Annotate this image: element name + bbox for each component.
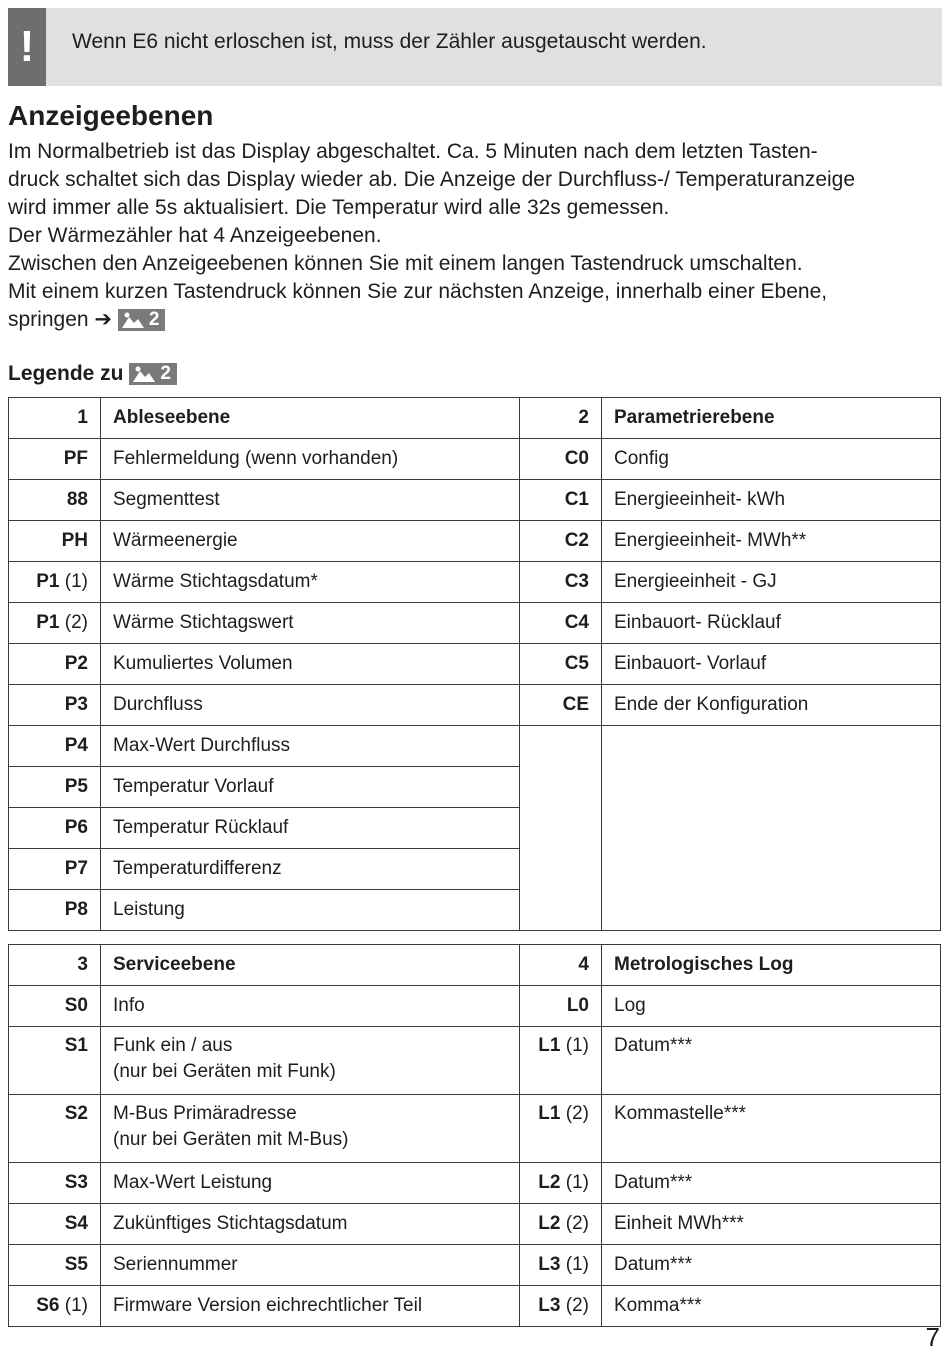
display-code	[520, 480, 602, 521]
level-title: Metrologisches Log	[602, 945, 941, 986]
intro-line: Mit einem kurzen Tastendruck können Sie zur nächsten Anzeige, innerhalb einer Ebene,	[8, 280, 828, 303]
image-icon	[121, 311, 145, 329]
display-description: Energieeinheit- MWh**	[602, 521, 941, 562]
level-title: Ableseebene	[101, 398, 520, 439]
code-value: L2	[538, 1213, 561, 1234]
display-code	[9, 1204, 101, 1245]
display-description: Einbauort- Vorlauf	[602, 644, 941, 685]
table-header-row	[9, 398, 941, 439]
display-code	[9, 439, 101, 480]
display-code	[520, 1027, 602, 1095]
intro-line: druck schaltet sich das Display wieder ab. Die Anzeige der Durchfluss-/ Temperaturanzeige	[8, 168, 856, 191]
display-code	[9, 1286, 101, 1327]
description-line: Firmware Version eichrechtlicher Teil	[113, 1295, 423, 1316]
display-code	[520, 1204, 602, 1245]
code-value: P1	[36, 612, 60, 633]
figure-number: 2	[148, 309, 160, 330]
table-row	[9, 1027, 941, 1095]
display-code	[520, 603, 602, 644]
arrow-right-icon: ➔	[94, 308, 113, 331]
display-code	[520, 1163, 602, 1204]
code-value: C5	[564, 653, 589, 674]
display-code	[520, 1286, 602, 1327]
description-line: Funk ein / aus	[113, 1035, 233, 1056]
display-description: Einbauort- Rücklauf	[602, 603, 941, 644]
figure-reference	[129, 363, 177, 385]
display-description: Datum***	[602, 1245, 941, 1286]
display-description	[101, 1286, 520, 1327]
description-line: M-Bus Primäradresse	[113, 1103, 297, 1124]
display-description: Kumuliertes Volumen	[101, 644, 520, 685]
section-title: Anzeigeebenen	[8, 100, 214, 131]
code-value: PF	[63, 448, 88, 469]
code-value: P5	[64, 776, 88, 797]
code-value: S4	[64, 1213, 88, 1234]
code-value: P1	[36, 571, 60, 592]
intro-line: Der Wärmezähler hat 4 Anzeigeebenen.	[8, 224, 382, 247]
display-description: Temperatur Rücklauf	[101, 808, 520, 849]
display-description: Kommastelle***	[602, 1095, 941, 1163]
description-line: Info	[113, 995, 145, 1016]
display-code	[9, 685, 101, 726]
code-value: CE	[562, 694, 589, 715]
level-number: 3	[9, 945, 101, 986]
intro-line: wird immer alle 5s aktualisiert. Die Temperatur wird alle 32s gemessen.	[8, 196, 670, 219]
code-value: C4	[564, 612, 589, 633]
intro-line: Im Normalbetrieb ist das Display abgeschaltet. Ca. 5 Minuten nach dem letzten Tasten-	[8, 140, 818, 163]
display-code	[520, 685, 602, 726]
display-code	[520, 521, 602, 562]
notice-text: Wenn E6 nicht erloschen ist, muss der Zähler ausgetauscht werden.	[72, 30, 707, 53]
code-value: PH	[61, 530, 88, 551]
table-row	[9, 521, 941, 562]
exclamation-icon: !	[8, 8, 46, 86]
intro-line	[8, 306, 944, 334]
display-code	[520, 1095, 602, 1163]
code-value: L0	[566, 995, 589, 1016]
table-row	[9, 562, 941, 603]
display-description: Datum***	[602, 1163, 941, 1204]
display-description: Temperatur Vorlauf	[101, 767, 520, 808]
code-value: P4	[64, 735, 88, 756]
code-value: S6	[36, 1295, 60, 1316]
display-code	[520, 644, 602, 685]
code-value: P2	[64, 653, 88, 674]
code-value: C2	[564, 530, 589, 551]
intro-line: Zwischen den Anzeigeebenen können Sie mit einem langen Tastendruck umschalten.	[8, 252, 803, 275]
table-row	[9, 685, 941, 726]
empty-cell	[520, 726, 602, 931]
table-row	[9, 1286, 941, 1327]
code-value: L3	[538, 1295, 561, 1316]
code-value: C3	[564, 571, 589, 592]
display-code	[520, 986, 602, 1027]
display-code	[9, 603, 101, 644]
display-code	[9, 726, 101, 767]
table-row	[9, 726, 941, 767]
code-value: 88	[66, 489, 88, 510]
display-description: Max-Wert Durchfluss	[101, 726, 520, 767]
level-number: 4	[520, 945, 602, 986]
display-levels-table-1	[8, 397, 941, 931]
display-description: Config	[602, 439, 941, 480]
display-description	[101, 1163, 520, 1204]
display-description: Datum***	[602, 1027, 941, 1095]
code-value: C0	[564, 448, 589, 469]
display-description: Einheit MWh***	[602, 1204, 941, 1245]
level-number: 1	[9, 398, 101, 439]
display-code	[9, 644, 101, 685]
display-description: Ende der Konfiguration	[602, 685, 941, 726]
display-description: Wärmeenergie	[101, 521, 520, 562]
legend-heading	[8, 362, 177, 386]
display-code	[9, 1027, 101, 1095]
display-code	[9, 808, 101, 849]
image-icon	[132, 365, 156, 383]
table-row	[9, 603, 941, 644]
display-description	[101, 986, 520, 1027]
code-value: L3	[538, 1254, 561, 1275]
display-description: Wärme Stichtagswert	[101, 603, 520, 644]
code-subindex: (2)	[565, 1295, 589, 1316]
code-value: P6	[64, 817, 88, 838]
display-description: Log	[602, 986, 941, 1027]
table-row	[9, 480, 941, 521]
display-description: Komma***	[602, 1286, 941, 1327]
table-row	[9, 1163, 941, 1204]
code-value: S2	[64, 1103, 88, 1124]
code-subindex: (1)	[565, 1172, 589, 1193]
description-line: Max-Wert Leistung	[113, 1172, 273, 1193]
code-value: P8	[64, 899, 88, 920]
display-description	[101, 1245, 520, 1286]
display-code	[9, 1163, 101, 1204]
warning-notice	[8, 8, 942, 86]
empty-cell	[602, 726, 941, 931]
display-description: Wärme Stichtagsdatum*	[101, 562, 520, 603]
code-subindex: (1)	[64, 571, 88, 592]
page-number: 7	[925, 1322, 940, 1352]
code-value: S5	[64, 1254, 88, 1275]
code-subindex: (2)	[565, 1213, 589, 1234]
display-description: Temperaturdifferenz	[101, 849, 520, 890]
display-code	[9, 986, 101, 1027]
display-code	[9, 562, 101, 603]
code-subindex: (2)	[565, 1103, 589, 1124]
figure-number: 2	[160, 363, 171, 384]
table-row	[9, 1095, 941, 1163]
code-subindex: (2)	[64, 612, 88, 633]
display-code	[9, 890, 101, 931]
display-code	[520, 439, 602, 480]
table-header-row	[9, 945, 941, 986]
display-code	[520, 1245, 602, 1286]
intro-last-text: springen	[8, 308, 89, 331]
code-subindex: (1)	[565, 1035, 589, 1056]
code-value: C1	[564, 489, 589, 510]
display-description: Durchfluss	[101, 685, 520, 726]
display-description	[101, 1095, 520, 1163]
display-description	[101, 1027, 520, 1095]
display-code	[520, 562, 602, 603]
code-value: L2	[538, 1172, 561, 1193]
table-row	[9, 1245, 941, 1286]
table-row	[9, 986, 941, 1027]
code-value: P7	[64, 858, 88, 879]
code-value: L1	[538, 1035, 561, 1056]
display-levels-table-2	[8, 944, 941, 1327]
display-description: Segmenttest	[101, 480, 520, 521]
legend-label: Legende zu	[8, 362, 124, 385]
code-subindex: (1)	[64, 1295, 88, 1316]
description-note: (nur bei Geräten mit Funk)	[113, 1061, 336, 1082]
code-value: S1	[64, 1035, 88, 1056]
display-code	[9, 1095, 101, 1163]
display-code	[9, 521, 101, 562]
description-note: (nur bei Geräten mit M-Bus)	[113, 1129, 349, 1150]
code-value: P3	[64, 694, 88, 715]
description-line: Zukünftiges Stichtagsdatum	[113, 1213, 348, 1234]
figure-reference	[118, 309, 166, 331]
display-description: Energieeinheit - GJ	[602, 562, 941, 603]
display-code	[9, 767, 101, 808]
display-description: Fehlermeldung (wenn vorhanden)	[101, 439, 520, 480]
display-description: Leistung	[101, 890, 520, 931]
display-code	[9, 480, 101, 521]
level-title: Parametrierebene	[602, 398, 941, 439]
display-description: Energieeinheit- kWh	[602, 480, 941, 521]
table-row	[9, 644, 941, 685]
intro-paragraph	[8, 138, 944, 334]
level-title: Serviceebene	[101, 945, 520, 986]
display-code	[9, 1245, 101, 1286]
description-line: Seriennummer	[113, 1254, 238, 1275]
code-value: L1	[538, 1103, 561, 1124]
display-code	[9, 849, 101, 890]
code-subindex: (1)	[565, 1254, 589, 1275]
code-value: S0	[64, 995, 88, 1016]
table-row	[9, 439, 941, 480]
display-description	[101, 1204, 520, 1245]
code-value: S3	[64, 1172, 88, 1193]
table-row	[9, 1204, 941, 1245]
level-number: 2	[520, 398, 602, 439]
